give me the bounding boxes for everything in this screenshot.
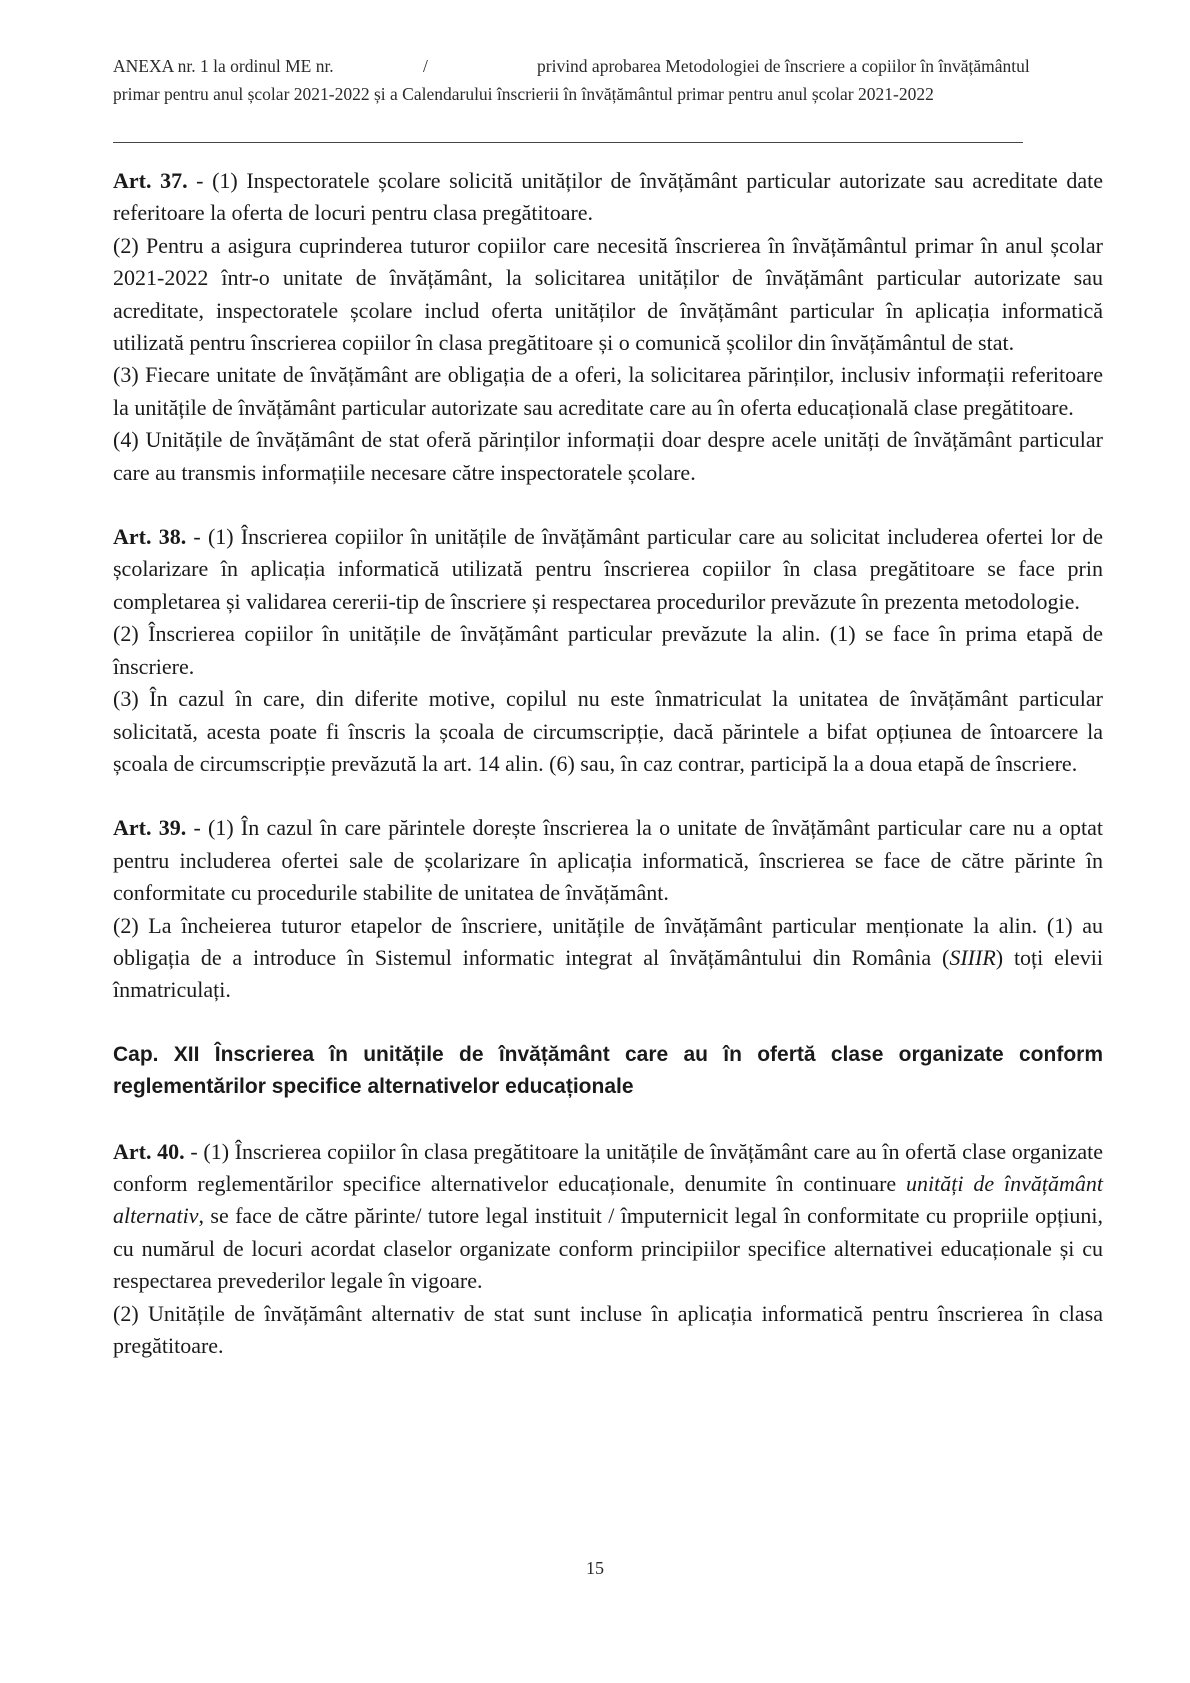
alternative-units-term: unități de învățământ alternativ [113, 1170, 1103, 1229]
art39-label: Art. 39. [113, 815, 187, 841]
art37-paragraph-2: (2) Pentru a asigura cuprinderea tuturor copiilor care necesită înscrierea în învățământul primar în anul școlar 2021-2022 într-o unitate de învățământ, la solicitarea unităților de învățământ particular autorizate sau acreditate, inspectoratele școlare includ oferta unităților de învățământ particular în aplicația informatică utilizată pentru înscrierea copiilor în clasa pregătitoare și o comunică școlilor din învățământul de stat. [113, 232, 1103, 356]
art39-text-2a: (2) La încheierea tuturor etapelor de înscriere, unitățile de învățământ particular menționate la alin. (1) au obligația de a introduce în Sistemul informatic integrat al învățământului din România ( [113, 912, 1103, 970]
header-title-part2: primar pentru anul școlar 2021-2022 și a Calendarului înscrierii în învățământul primar pentru anul școlar 2021-2022 [113, 84, 934, 104]
art37-paragraph-3: (3) Fiecare unitate de învățământ are obligația de a oferi, la solicitarea părinților, inclusiv informații referitoare la unitățile de învățământ particular autorizate sau acreditate care au în oferta educațională clase pregătitoare. [113, 362, 1103, 420]
art39-paragraph-2 [113, 910, 1103, 1007]
spacer [113, 489, 1103, 521]
siiir-acronym: SIIIR [949, 944, 996, 970]
art39-text-2b: ) toți elevii înmatriculați. [113, 944, 1103, 1003]
art38-label: Art. 38. [113, 524, 187, 550]
header-divider [113, 142, 1023, 143]
header-title-part1: privind aprobarea Metodologiei de înscriere a copiilor în învățământul [537, 56, 1030, 76]
page-number: 15 [586, 1558, 604, 1578]
header-annex-label: ANEXA nr. 1 la ordinul ME nr. [113, 56, 334, 76]
art37-label: Art. 37. [113, 168, 188, 193]
art38-paragraph-1 [113, 521, 1103, 618]
art38-paragraph-3: (3) În cazul în care, din diferite motive, copilul nu este înmatriculat la unitatea de învățământ particular solicitată, acesta poate fi înscris la școala de circumscripție, dacă părintele a bifat opțiunea de întoarcere la școala de circumscripție prevăzută la art. 14 alin. (6) sau, în caz contrar, participă la a doua etapă de înscriere. [113, 686, 1103, 776]
art37-text-1: - (1) Inspectoratele școlare solicită unităților de învățământ particular autorizate sau acreditate date referitoare la oferta de locuri pentru clasa pregătitoare. [113, 168, 1104, 226]
art38-text-1: - (1) Înscrierea copiilor în unitățile de învățământ particular care au solicitat includerea ofertei lor de școlarizare în aplicația informatică utilizată pentru înscrierea copiilor în clasa pregătitoare se face prin completarea și validarea cererii-tip de înscriere și respectarea procedurilor prevăzute în prezenta metodologie. [113, 524, 1103, 614]
art38-paragraph-2: (2) Înscrierea copiilor în unitățile de învățământ particular prevăzute la alin. (1) se face în prima etapă de înscriere. [113, 621, 1103, 679]
art39-paragraph-1 [113, 812, 1103, 909]
spacer [113, 780, 1103, 812]
header-line-1 [113, 52, 1103, 80]
spacer [113, 1104, 1103, 1136]
page-header [113, 52, 1103, 108]
art40-paragraph-1 [113, 1136, 1103, 1298]
header-slash: / [423, 56, 428, 76]
art40-label: Art. 40. [113, 1138, 185, 1164]
chapter-heading: Cap. XII Înscrierea în unitățile de învățământ care au în ofertă clase organizate conform reglementărilor specifice alternativelor educaționale [113, 1042, 1103, 1099]
art40-text-1b: , se face de către părinte/ tutore legal instituit / împuternicit legal în conformitate cu propriile opțiuni, cu numărul de locuri acordat claselor organizate conform principiilor specifice alternativei educaționale și cu respectarea prevederilor legale în vigoare. [113, 1203, 1103, 1294]
art39-text-1: - (1) În cazul în care părintele dorește înscrierea la o unitate de învățământ particular care nu a optat pentru includerea ofertei sale de școlarizare în aplicația informatică, înscrierea se face de către părinte în conformitate cu procedurile stabilite de unitatea de învățământ. [113, 815, 1103, 906]
spacer [113, 1007, 1103, 1039]
art37-paragraph-4: (4) Unitățile de învățământ de stat oferă părinților informații doar despre acele unități de învățământ particular care au transmis informațiile necesare către inspectoratele școlare. [113, 427, 1103, 485]
art40-text-1a: - (1) Înscrierea copiilor în clasa pregătitoare la unitățile de învățământ care au în ofertă clase organizate conform reglementărilor specifice alternativelor educaționale, denumite în continuare [113, 1138, 1103, 1196]
art40-paragraph-2: (2) Unitățile de învățământ alternativ de stat sunt incluse în aplicația informatică pentru înscrierea în clasa pregătitoare. [113, 1300, 1103, 1358]
art37-paragraph-1 [113, 165, 1103, 230]
document-body [113, 165, 1103, 1362]
